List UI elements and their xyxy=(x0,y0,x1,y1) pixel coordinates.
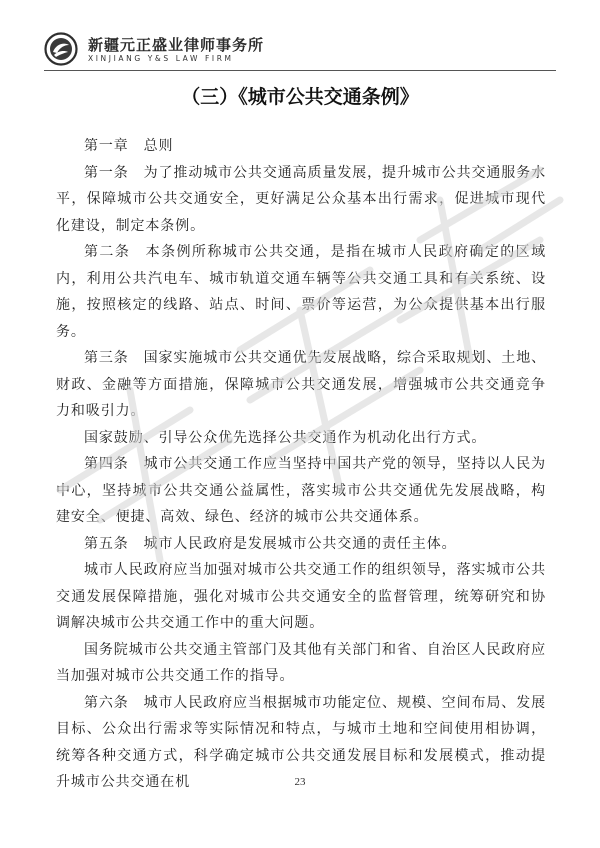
page-number: 23 xyxy=(294,776,306,788)
firm-name-en: XINJIANG Y&S LAW FIRM xyxy=(88,54,234,63)
article-paragraph: 第一条 为了推动城市公共交通高质量发展，提升城市公共交通服务水平，保障城市公共交通安全，更好满足公众基本出行需求，促进城市现代化建设，制定本条例。 xyxy=(56,164,546,234)
firm-logo-icon xyxy=(44,32,78,66)
article-paragraph: 第三条 国家实施城市公共交通优先发展战略，综合采取规划、土地、财政、金融等方面措施，保障城市公共交通发展，增强城市公共交通竞争力和吸引力。 xyxy=(56,350,546,419)
article-paragraph: 第六条 城市人民政府应当根据城市功能定位、规模、空间布局、发展目标、公众出行需求等实际情况和特点，与城市土地和空间使用相协调，统筹各种交通方式，科学确定城市公共交通发展目标和发展模式，推动提升城市公共交通在机 xyxy=(56,694,546,790)
article-paragraph: 第五条 城市人民政府是发展城市公共交通的责任主体。 xyxy=(84,535,457,552)
header-divider xyxy=(44,70,556,71)
article-paragraph: 第四条 城市公共交通工作应当坚持中国共产党的领导，坚持以人民为中心，坚持城市公共交通公益属性，落实城市公共交通优先发展战略，构建安全、便捷、高效、绿色、经济的城市公共交通体系。 xyxy=(56,456,546,525)
article-paragraph: 国务院城市公共交通主管部门及其他有关部门和省、自治区人民政府应当加强对城市公共交通工作的指导。 xyxy=(56,641,546,684)
document-title: （三）《城市公共交通条例》 xyxy=(181,86,419,108)
document-body xyxy=(56,133,546,796)
article-paragraph: 国家鼓励、引导公众优先选择公共交通作为机动化出行方式。 xyxy=(84,429,487,446)
article-paragraph: 第二条 本条例所称城市公共交通，是指在城市人民政府确定的区域内，利用公共汽电车、城市轨道交通车辆等公共交通工具和有关系统、设施，按照核定的线路、站点、时间、票价等运营，为公众提供基本出行服务。 xyxy=(56,244,546,340)
chapter-heading: 第一章 总则 xyxy=(84,138,174,154)
article-paragraph: 城市人民政府应当加强对城市公共交通工作的组织领导，落实城市公共交通发展保障措施，强化对城市公共交通安全的监督管理，统筹研究和协调解决城市公共交通工作中的重大问题。 xyxy=(56,562,546,631)
firm-name-cn: 新疆元正盛业律师事务所 xyxy=(88,36,265,54)
page-header xyxy=(44,32,556,72)
